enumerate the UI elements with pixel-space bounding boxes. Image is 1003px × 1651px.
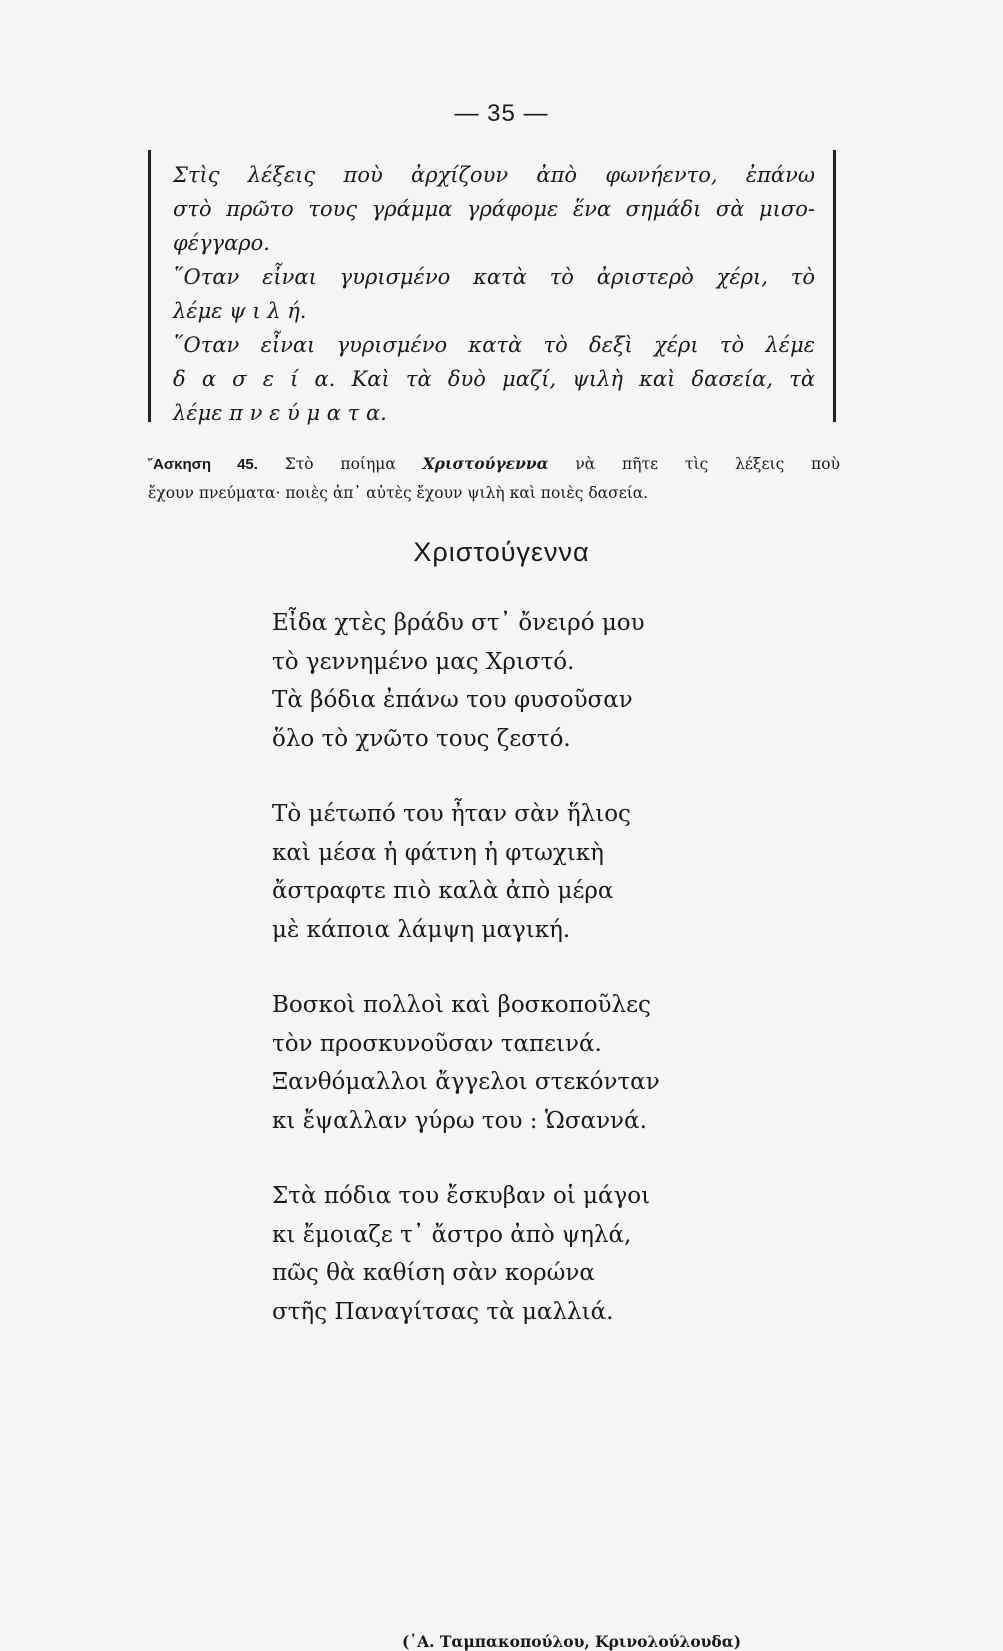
exercise-text: νὰ πῆτε τὶς λέξεις ποὺ — [575, 455, 840, 473]
poem-line: Εἶδα χτὲς βράδυ στ᾽ ὄνειρό μου — [272, 610, 645, 636]
rule-line: στὸ πρῶτο τους γράμμα γράφομε ἕνα σημάδι σὰ μισο- — [173, 197, 815, 221]
page-number: — 35 — — [454, 100, 549, 127]
poem-line: Τὰ βόδια ἐπάνω του φυσοῦσαν — [272, 687, 633, 713]
poem-line: τὸν προσκυνοῦσαν ταπεινά. — [272, 1030, 602, 1057]
poem-line: κι ἔψαλλαν γύρω του : Ὡσαννά. — [272, 1107, 647, 1134]
exercise-label: ῎Ασκηση 45. — [148, 456, 258, 473]
poem-line: κι ἔμοιαζε τ᾽ ἄστρο ἀπὸ ψηλά, — [272, 1221, 632, 1248]
rule-line: ῞Οταν εἶναι γυρισμένο κατὰ τὸ ἀριστερὸ χέρι, τὸ — [173, 265, 815, 289]
poem-stanza — [272, 795, 732, 949]
poem-line: πῶς θὰ καθίση σὰν κορώνα — [272, 1260, 595, 1286]
poem-line: ἄστραφτε πιὸ καλὰ ἀπὸ μέρα — [272, 878, 614, 904]
poem-body — [272, 604, 732, 1368]
grammar-rule-box — [148, 150, 836, 425]
exercise-poem-reference: Χριστούγεννα — [422, 454, 549, 473]
rule-line: λέμε ψ ι λ ή. — [173, 299, 307, 323]
poem-line: τὸ γεννημένο μας Χριστό. — [272, 648, 575, 675]
poem-line: καὶ μέσα ἡ φάτνη ἡ φτωχικὴ — [272, 839, 604, 866]
exercise-line: ἔχουν πνεύματα· ποιὲς ἀπ᾽ αὐτὲς ἔχουν ψιλὴ καὶ ποιὲς δασεία. — [148, 484, 649, 502]
poem-line: μὲ κάποια λάμψη μαγική. — [272, 916, 571, 943]
rule-line: δ α σ ε ί α. Καὶ τὰ δυὸ μαζί, ψιλὴ καὶ δασεία, τὰ — [173, 367, 815, 391]
rule-line: ῞Οταν εἶναι γυρισμένο κατὰ τὸ δεξὶ χέρι τὸ λέμε — [173, 333, 815, 357]
poem-attribution: (᾽Α. Ταμπακοπούλου, Κρινολούλουδα) — [402, 1632, 742, 1651]
poem-line: Τὸ μέτωπό του ἦταν σὰν ἥλιος — [272, 801, 631, 827]
poem-line: Στὰ πόδια του ἔσκυβαν οἱ μάγοι — [272, 1183, 651, 1209]
exercise-text: Στὸ ποίημα — [284, 455, 396, 473]
poem-line: Βοσκοὶ πολλοὶ καὶ βοσκοποῦλες — [272, 992, 651, 1018]
rule-line: φέγγαρο. — [173, 231, 270, 255]
exercise-instruction — [148, 450, 840, 507]
poem-line: Ξανθόμαλλοι ἄγγελοι στεκόνταν — [272, 1069, 660, 1095]
rule-line: λέμε π ν ε ύ μ α τ α. — [173, 401, 387, 425]
poem-title: Χριστούγεννα — [413, 537, 590, 567]
poem-stanza — [272, 986, 732, 1140]
poem-stanza — [272, 1177, 732, 1331]
exercise-line — [148, 450, 840, 479]
poem-stanza — [272, 604, 732, 758]
poem-line: ὅλο τὸ χνῶτο τους ζεστό. — [272, 725, 571, 752]
poem-line: στῆς Παναγίτσας τὰ μαλλιά. — [272, 1298, 614, 1325]
rule-line: Στὶς λέξεις ποὺ ἀρχίζουν ἀπὸ φωνήεντο, ἐπάνω — [173, 163, 815, 187]
